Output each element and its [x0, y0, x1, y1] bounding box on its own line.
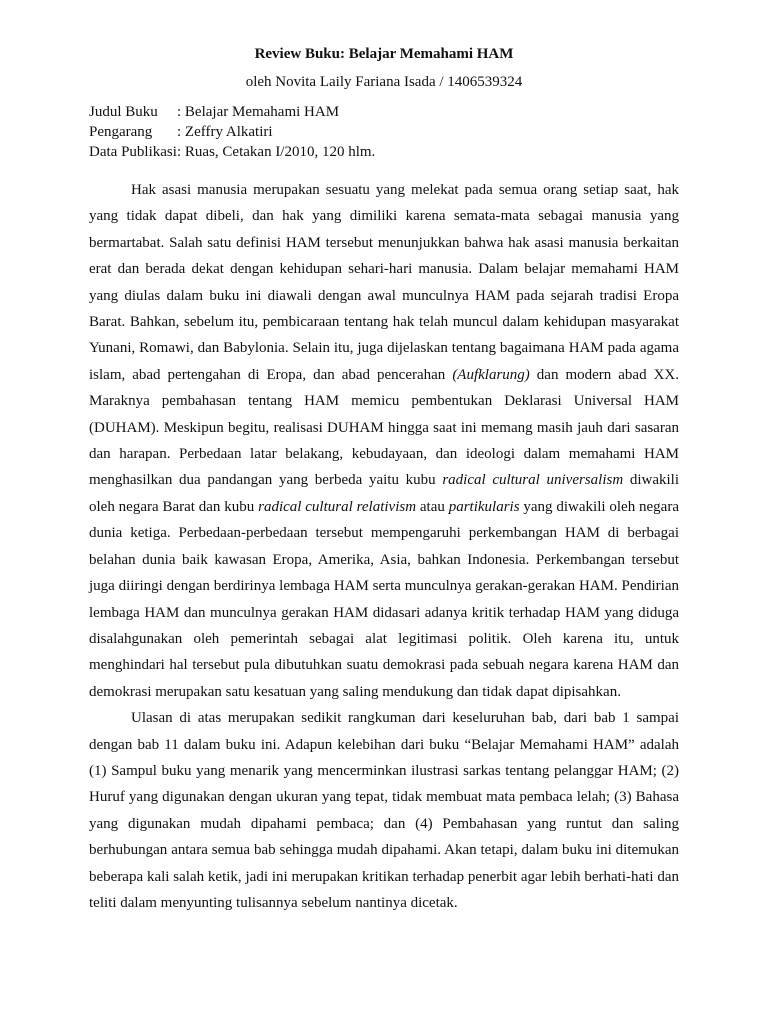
- italic-term: radical cultural relativism: [258, 498, 417, 515]
- author-line: oleh Novita Laily Fariana Isada / 1406539324: [245, 74, 523, 90]
- meta-key: Judul Buku: [89, 104, 158, 120]
- text-segment: atau: [416, 498, 449, 515]
- meta-row-publication: [89, 142, 689, 162]
- meta-row-author: [89, 122, 689, 142]
- meta-key: Pengarang: [89, 124, 153, 140]
- meta-key: Data Publikasi: [89, 144, 177, 160]
- meta-value: : Ruas, Cetakan I/2010, 120 hlm.: [177, 144, 376, 160]
- text-segment: yang diwakili oleh negara dunia ketiga. Perbedaan-perbedaan tersebut mempengaruhi perkembangan HAM di berbagai belahan dunia baik kawasan Eropa, Amerika, Asia, bahkan Indonesia. Perkembangan tersebut juga diiringi dengan berdirinya lembaga HAM serta munculnya gerakan-gerakan HAM. Pendirian lembaga HAM dan munculnya gerakan HAM didasari adanya kritik terhadap HAM yang diduga disalahgunakan oleh pemerintah sebagai alat legitimasi politik. Oleh karena itu, untuk menghindari hal tersebut pula dibutuhkan suatu demokrasi pada sebuah negara karena HAM dan demokrasi merupakan satu kesatuan yang saling mendukung dan tidak dapat dipisahkan.: [89, 498, 679, 700]
- review-body: [89, 177, 679, 916]
- italic-term: radical cultural universalism: [442, 472, 624, 489]
- text-segment: dan modern abad XX. Maraknya pembahasan tentang HAM memicu pembentukan Deklarasi Universal HAM (DUHAM). Meskipun begitu, realisasi DUHAM hingga saat ini memang masih jauh dari sasaran dan harapan. Perbedaan latar belakang, kebudayaan, dan ideologi dalam memahami HAM menghasilkan dua pandangan yang berbeda yaitu kubu: [89, 366, 679, 489]
- paragraph-summary: [89, 177, 679, 705]
- text-segment: Hak asasi manusia merupakan sesuatu yang melekat pada semua orang setiap saat, hak yang tidak dapat dibeli, dan hak yang dimiliki karena semata-mata sebagai manusia yang bermartabat. Salah satu definisi HAM tersebut menunjukkan bahwa hak asasi manusia berkaitan erat dan berada dekat dengan kehidupan sehari-hari manusia. Dalam belajar memahami HAM yang diulas dalam buku ini diawali dengan awal munculnya HAM pada sejarah tradisi Eropa Barat. Bahkan, sebelum itu, pembicaraan tentang hak telah muncul dalam kehidupan masyarakat Yunani, Romawi, dan Babylonia. Selain itu, juga dijelaskan tentang bagaimana HAM pada agama islam, abad pertengahan di Eropa, dan abad pencerahan: [89, 182, 679, 383]
- text-segment: diwakili oleh negara Barat dan kubu: [89, 472, 679, 515]
- meta-row-title: [89, 102, 689, 122]
- paragraph-evaluation: [89, 705, 679, 916]
- text-segment: Ulasan di atas merupakan sedikit rangkuman dari keseluruhan bab, dari bab 1 sampai dengan bab 11 dalam buku ini. Adapun kelebihan dari buku “Belajar Memahami HAM” adalah (1) Sampul buku yang menarik yang mencerminkan ilustrasi sarkas tentang pelanggar HAM; (2) Huruf yang digunakan dengan ukuran yang tepat, tidak membuat mata pembaca lelah; (3) Bahasa yang digunakan mudah dipahami pembaca; dan (4) Pembahasan yang runtut dan saling berhubungan antara semua bab sehingga mudah dipahami. Akan tetapi, dalam buku ini ditemukan beberapa kali salah ketik, jadi ini merupakan kritikan terhadap penerbit agar lebih berhati-hati dan teliti dalam menyunting tulisannya sebelum nantinya dicetak.: [89, 710, 679, 911]
- meta-value: : Zeffry Alkatiri: [177, 124, 273, 140]
- book-metadata: [89, 102, 689, 162]
- italic-term: (Aufklarung): [452, 366, 530, 383]
- italic-term: partikularis: [448, 498, 520, 515]
- document-title: Review Buku: Belajar Memahami HAM: [254, 46, 514, 62]
- meta-value: : Belajar Memahami HAM: [177, 104, 340, 120]
